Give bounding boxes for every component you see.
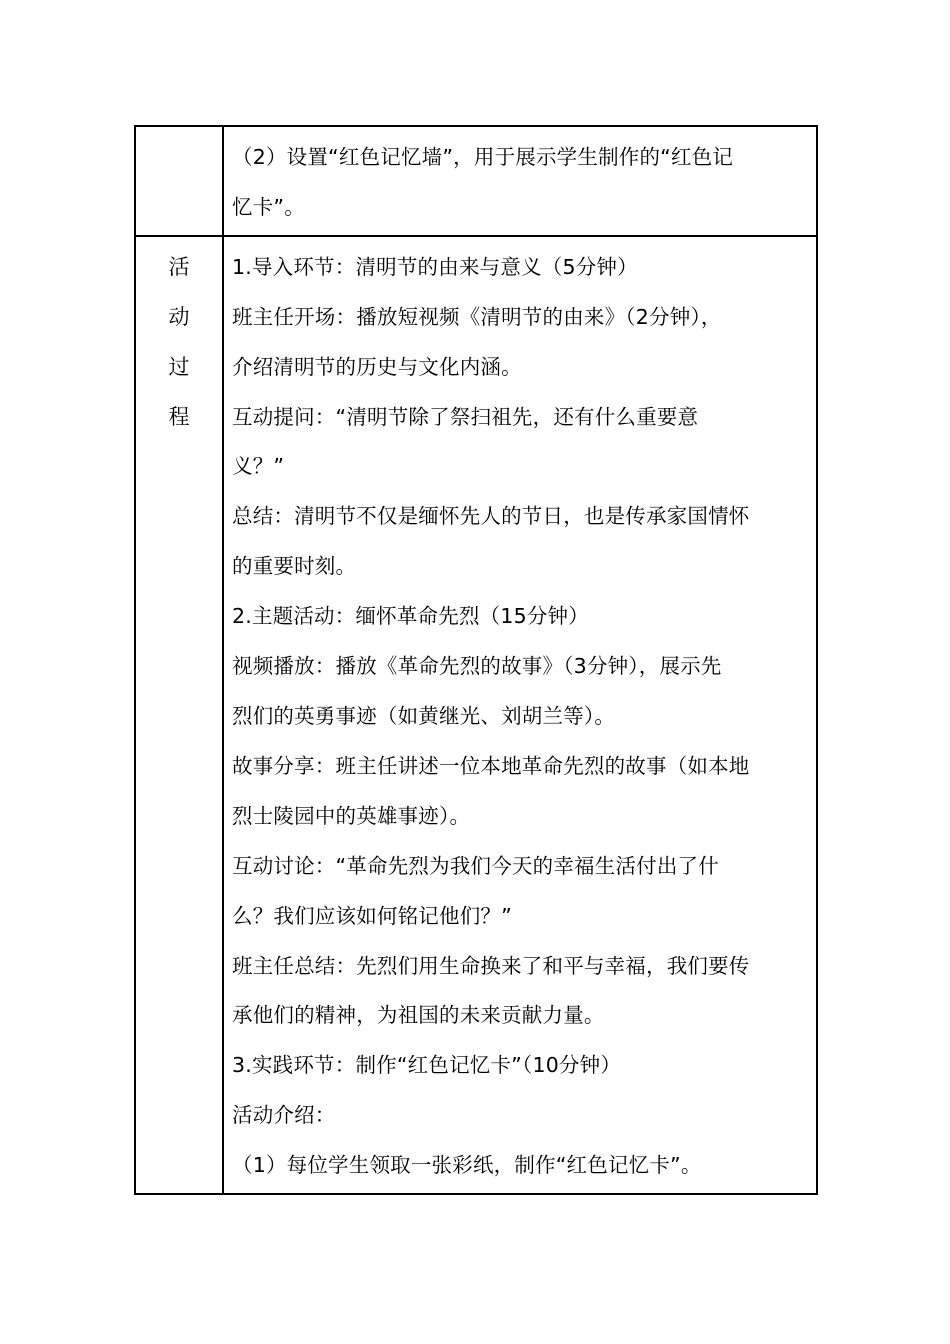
text-line: 烈士陵园中的英雄事迹）。 [232, 803, 471, 828]
table-row-activity-process [135, 236, 817, 1194]
table-row-setup [135, 126, 817, 236]
text-line: 班主任开场：播放短视频《清明节的由来》（2分钟）， [232, 304, 722, 329]
activity-plan-table [134, 125, 818, 1195]
text-line: 忆卡”。 [232, 194, 305, 219]
section-heading-practice: 3.实践环节：制作“红色记忆卡”（10分钟） [232, 1053, 622, 1078]
text-line: 视频播放：播放《革命先烈的故事》（3分钟），展示先 [232, 654, 722, 679]
row-content-cell-activity-process [223, 236, 817, 1194]
row-content-cell-setup [223, 126, 817, 236]
text-line: 互动讨论：“革命先烈为我们今天的幸福生活付出了什 [232, 853, 719, 878]
text-line: 介绍清明节的历史与文化内涵。 [232, 354, 522, 379]
text-line: 班主任总结：先烈们用生命换来了和平与幸福，我们要传 [232, 953, 750, 978]
text-line: （2）设置“红色记忆墙”，用于展示学生制作的“红色记 [232, 145, 734, 169]
text-line: 烈们的英勇事迹（如黄继光、刘胡兰等）。 [232, 703, 616, 728]
label-char: 程 [168, 404, 190, 429]
text-line: 么？我们应该如何铭记他们？” [232, 903, 512, 928]
row-label-cell-empty [135, 126, 223, 236]
text-line: 的重要时刻。 [232, 554, 357, 579]
text-line: 义？” [232, 454, 285, 479]
section-heading-theme-activity: 2.主题活动：缅怀革命先烈（15分钟） [232, 604, 589, 629]
text-line: （1）每位学生领取一张彩纸，制作“红色记忆卡”。 [232, 1153, 702, 1178]
text-line: 互动提问：“清明节除了祭扫祖先，还有什么重要意 [232, 404, 699, 429]
row-label-activity-process [135, 236, 223, 1194]
label-char: 过 [168, 354, 190, 379]
text-line: 承他们的精神，为祖国的未来贡献力量。 [232, 1003, 605, 1028]
text-line: 故事分享：班主任讲述一位本地革命先烈的故事（如本地 [232, 753, 750, 778]
label-char: 活 [168, 254, 190, 279]
label-char: 动 [168, 304, 190, 329]
section-heading-introduction: 1.导入环节：清明节的由来与意义（5分钟） [232, 254, 638, 279]
text-line: 活动介绍： [232, 1103, 336, 1128]
text-line: 总结：清明节不仅是缅怀先人的节日，也是传承家国情怀 [232, 504, 750, 529]
